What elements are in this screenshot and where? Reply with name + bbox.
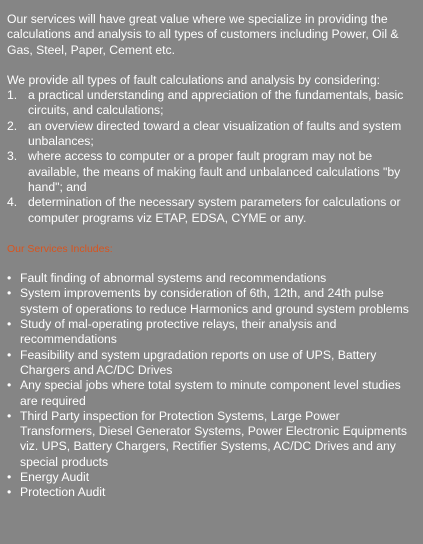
list-item-text: Energy Audit [20,470,90,485]
bullet-icon: • [7,485,12,500]
list-item [7,286,417,317]
item-number: 4. [7,195,18,210]
item-text: a practical understanding and appreciation of the fundamentals, basic circuits, and calculations; [28,88,404,118]
list-item [7,470,417,485]
item-number: 2. [7,118,18,133]
item-text: determination of the necessary system parameters for calculations or computer programs viz ETAP, EDSA, CYME or any. [28,195,401,225]
item-number: 3. [7,149,18,164]
bullet-icon: • [7,408,12,423]
numbered-item [7,119,417,150]
numbered-list [7,88,417,226]
intro-paragraph: Our services will have great value where we specialize in providing the calculations and analysis to all types of customers including Power, Oil & Gas, Steel, Paper, Cement etc. [7,12,399,57]
bullet-icon: • [7,378,12,393]
numbered-item [7,195,417,226]
bullet-icon: • [7,470,12,485]
numbered-item [7,149,417,195]
list-item-text: Study of mal-operating protective relays, their analysis and recommendations [20,317,337,347]
list-item [7,271,417,286]
list-item [7,378,417,409]
item-text: an overview directed toward a clear visualization of faults and system unbalances; [28,118,402,149]
list-item-text: Fault finding of abnormal systems and recommendations [20,271,327,286]
bullet-icon: • [7,286,12,301]
item-text: where access to computer or a proper fault program may not be available, the means of making fault and unbalanced calculations "by hand"; and [28,149,401,194]
list-item [7,317,417,348]
list-item-text: Third Party inspection for Protection Systems, Large Power Transformers, Diesel Generator Systems, Power Electronic Equipments viz. UPS, Battery Chargers, Rectifier Systems, AC/DC Drives and any special products [20,408,407,469]
list-item-text: Any special jobs where total system to minute component level studies are required [20,378,401,408]
bullet-icon: • [7,347,12,362]
services-heading: Our Services Includes: [7,242,113,255]
list-item [7,409,417,470]
item-number: 1. [7,88,18,103]
services-list [7,271,417,500]
list-item-text: System improvements by consideration of 6th, 12th, and 24th pulse system of operations to reduce Harmonics and ground system problems [20,286,409,316]
list-item [7,348,417,379]
list-item-text: Feasibility and system upgradation reports on use of UPS, Battery Chargers and AC/DC Drives [20,347,377,377]
bullet-icon: • [7,271,12,286]
list-item-text: Protection Audit [20,485,106,500]
list-item [7,485,417,500]
bullet-icon: • [7,317,12,332]
fault-calc-lead: We provide all types of fault calculations and analysis by considering: [7,72,381,87]
numbered-item [7,88,417,119]
